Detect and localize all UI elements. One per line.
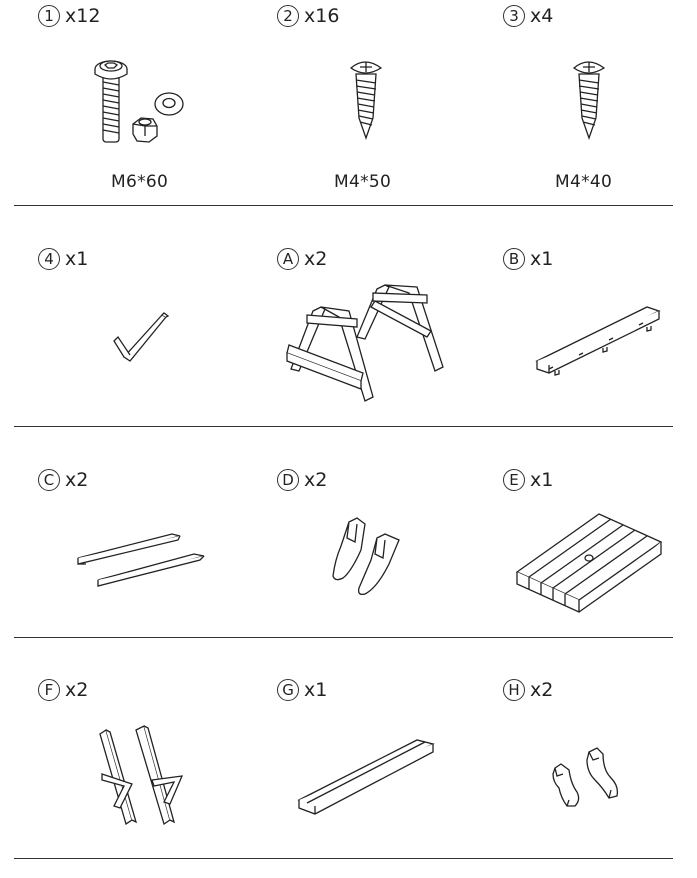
part-size: M4*50 (334, 172, 392, 192)
part-number-circle: E (503, 469, 525, 491)
part-size: M6*60 (111, 172, 169, 192)
part-E (503, 468, 697, 668)
part-number-circle: D (277, 469, 299, 491)
part-quantity: x2 (530, 679, 554, 701)
divider (14, 858, 673, 859)
part-G (277, 678, 507, 878)
part-quantity: x16 (304, 5, 340, 27)
long-board-icon (297, 736, 437, 822)
part-H (503, 678, 697, 878)
part-quantity: x1 (530, 469, 554, 491)
part-quantity: x2 (304, 248, 328, 270)
divider (14, 205, 673, 206)
plank-with-cleats-icon (535, 297, 665, 379)
part-quantity: x12 (65, 5, 101, 27)
screw-icon (347, 56, 387, 142)
part-number-circle: H (503, 679, 525, 701)
part-4 (38, 247, 268, 447)
bolt-nut-washer-icon (93, 52, 193, 147)
angled-slats-icon (76, 524, 206, 590)
part-B (503, 247, 697, 447)
part-quantity: x1 (530, 248, 554, 270)
part-quantity: x1 (304, 679, 328, 701)
divider (14, 637, 673, 638)
part-F (38, 678, 268, 878)
part-2 (277, 4, 507, 204)
part-number-circle: 4 (38, 248, 60, 270)
part-number-circle: C (38, 469, 60, 491)
part-C (38, 468, 268, 668)
part-quantity: x2 (304, 469, 328, 491)
hook-brackets-icon (547, 744, 629, 810)
part-number-circle: 3 (503, 5, 525, 27)
part-number-circle: 1 (38, 5, 60, 27)
part-number-circle: G (277, 679, 299, 701)
screw-icon (570, 56, 610, 142)
part-number-circle: B (503, 248, 525, 270)
part-size: M4*40 (555, 172, 613, 192)
part-1 (38, 4, 268, 204)
table-top-icon (515, 512, 665, 608)
divider (14, 426, 673, 427)
part-3 (503, 4, 697, 204)
part-number-circle: 2 (277, 5, 299, 27)
part-number-circle: A (277, 248, 299, 270)
crossed-legs-icon (98, 724, 188, 834)
part-quantity: x2 (65, 469, 89, 491)
part-D (277, 468, 507, 668)
curved-brackets-icon (327, 516, 407, 598)
part-quantity: x1 (65, 248, 89, 270)
a-frame-leg-icon (277, 281, 452, 407)
part-number-circle: F (38, 679, 60, 701)
part-quantity: x2 (65, 679, 89, 701)
part-A (277, 247, 507, 447)
allen-key-icon (108, 313, 168, 369)
part-quantity: x4 (530, 5, 554, 27)
